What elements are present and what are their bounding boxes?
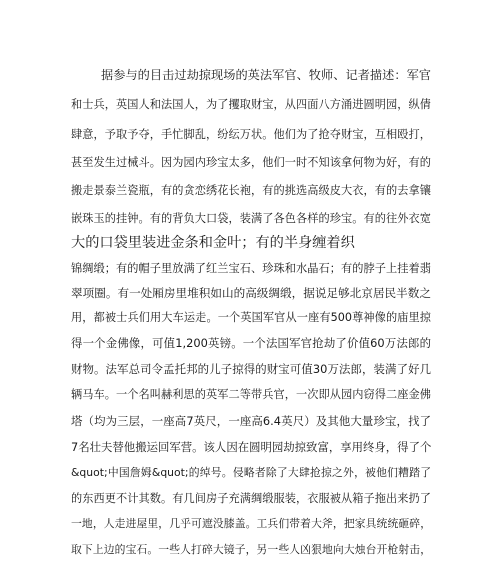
text-line: 取下上边的宝石。一些人打碎大镜子，另一些人凶狠地向大烛台开枪射击， <box>71 543 431 556</box>
text-line: &quot;中国詹姆&quot;的绰号。侵略者除了大肆抢掠之外，被他们糟踏了 <box>71 466 431 479</box>
text-line: 搬走景泰兰瓷瓶，有的贪恋绣花长袍，有的挑选高级皮大衣，有的去拿镶 <box>71 184 431 197</box>
text-line: 塔（均为三层，一座高7英尺，一座高6.4英尺）及其他大量珍宝，找了 <box>71 414 431 428</box>
text-line: 甚至发生过械斗。因为园内珍宝太多，他们一时不知该拿何物为好，有的 <box>71 156 431 169</box>
text-line: 锦绸缎；有的帽子里放满了红兰宝石、珍珠和水晶石；有的脖子上挂着翡 <box>71 262 431 275</box>
text-line: 和士兵，英国人和法国人，为了攫取财宝，从四面八方涌进圆明园，纵倩 <box>71 98 431 111</box>
text-line: 肆意，予取予夺，手忙脚乱，纷纭万状。他们为了抢夺财宝，互相殴打， <box>71 128 431 141</box>
text-line: 据参与的目击过劫掠现场的英法军官、牧师、记者描述：军官 <box>101 68 431 82</box>
text-line: 的东西更不计其数。有几间房子充满绸缎服装，衣服被从箱子拖出来扔了 <box>71 492 431 505</box>
text-line: 嵌珠玉的挂钟。有的背负大口袋，装满了各色各样的珍宝。有的往外衣宽 <box>71 212 431 225</box>
text-line: 7名壮夫替他搬运回军营。该人因在圆明园劫掠致富，享用终身，得了个 <box>71 440 432 454</box>
text-line: 得一个金佛像，可值1,200英镑。一个法国军官抢劫了价值60万法郎的 <box>71 336 431 350</box>
text-line: 一地，人走进屋里，几乎可遮没膝盖。工兵们带着大斧，把家具统统砸碎， <box>71 517 431 530</box>
text-line: 翠项圈。有一处厢房里堆积如山的高级绸缎，据说足够北京居民半数之 <box>71 286 431 300</box>
text-line: 用，都被士兵们用大车运走。一个英国军官从一座有500尊神像的庙里掠 <box>71 311 431 324</box>
text-line: 财物。法军总司令孟托邦的儿子掠得的财宝可值30万法郎，装满了好几 <box>71 362 431 376</box>
text-line: 大的口袋里装进金条和金叶；有的半身缠着织 <box>71 235 355 251</box>
text-line: 辆马车。一个名叫赫利思的英军二等带兵官，一次即从园内窃得二座金佛 <box>71 388 431 401</box>
